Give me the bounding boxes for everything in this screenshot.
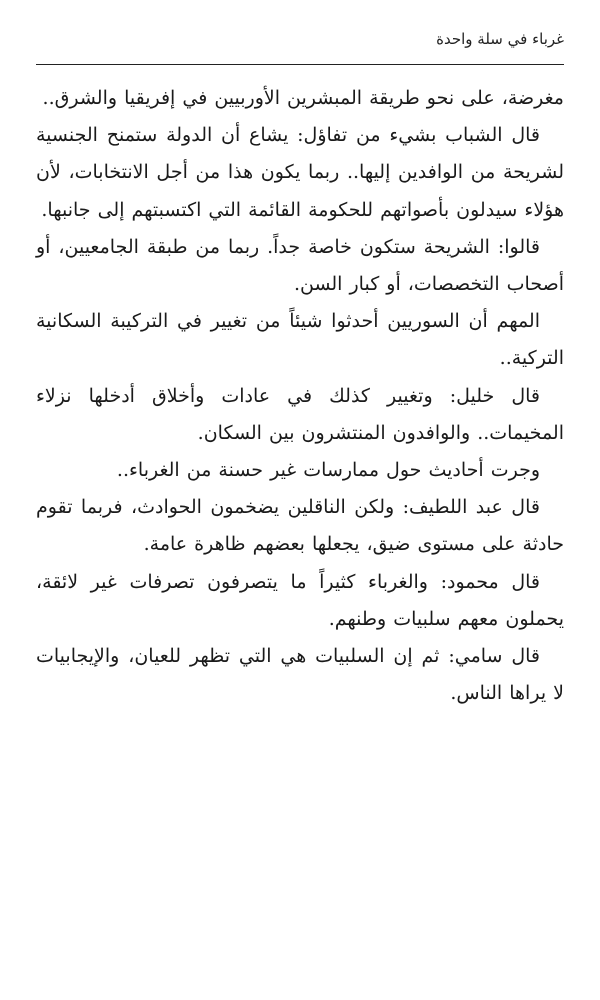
paragraph-continuation: مغرضة، على نحو طريقة المبشرين الأوربيين في إفريقيا والشرق..: [42, 87, 564, 109]
paragraph: قال الشباب بشيء من تفاؤل: يشاع أن الدولة ستمنح الجنسية لشريحة من الوافدين إليها.. ربما يكون هذا من أجل الانتخابات، لأن هؤلاء سيدلون بأصواتهم للحكومة القائمة التي اكتسبتهم إلى جانبها.: [36, 124, 564, 221]
paragraph: قال سامي: ثم إن السلبيات هي التي تظهر للعيان، والإيجابيات لا يراها الناس.: [36, 645, 564, 705]
paragraph: وجرت أحاديث حول ممارسات غير حسنة من الغرباء..: [116, 459, 540, 482]
paragraph: المهم أن السوريين أحدثوا شيئاً من تغيير في التركيبة السكانية التركية..: [36, 310, 564, 370]
body-text: [36, 80, 564, 712]
paragraph: قال محمود: والغرباء كثيراً ما يتصرفون تصرفات غير لائقة، يحملون معهم سلبيات وطنهم.: [36, 570, 564, 630]
paragraph: قال عبد اللطيف: ولكن الناقلين يضخمون الحوادث، فربما تقوم حادثة على مستوى ضيق، يجعلها بعضهم ظاهرة عامة.: [36, 496, 564, 556]
paragraph: قال خليل: وتغيير كذلك في عادات وأخلاق أدخلها نزلاء المخيمات.. والوافدون المنتشرون بين السكان.: [36, 384, 564, 444]
running-header: غرباء في سلة واحدة: [436, 30, 564, 48]
paragraph: قالوا: الشريحة ستكون خاصة جداً. ربما من طبقة الجامعيين، أو أصحاب التخصصات، أو كبار السن.: [36, 235, 564, 296]
header-rule: [36, 64, 564, 65]
